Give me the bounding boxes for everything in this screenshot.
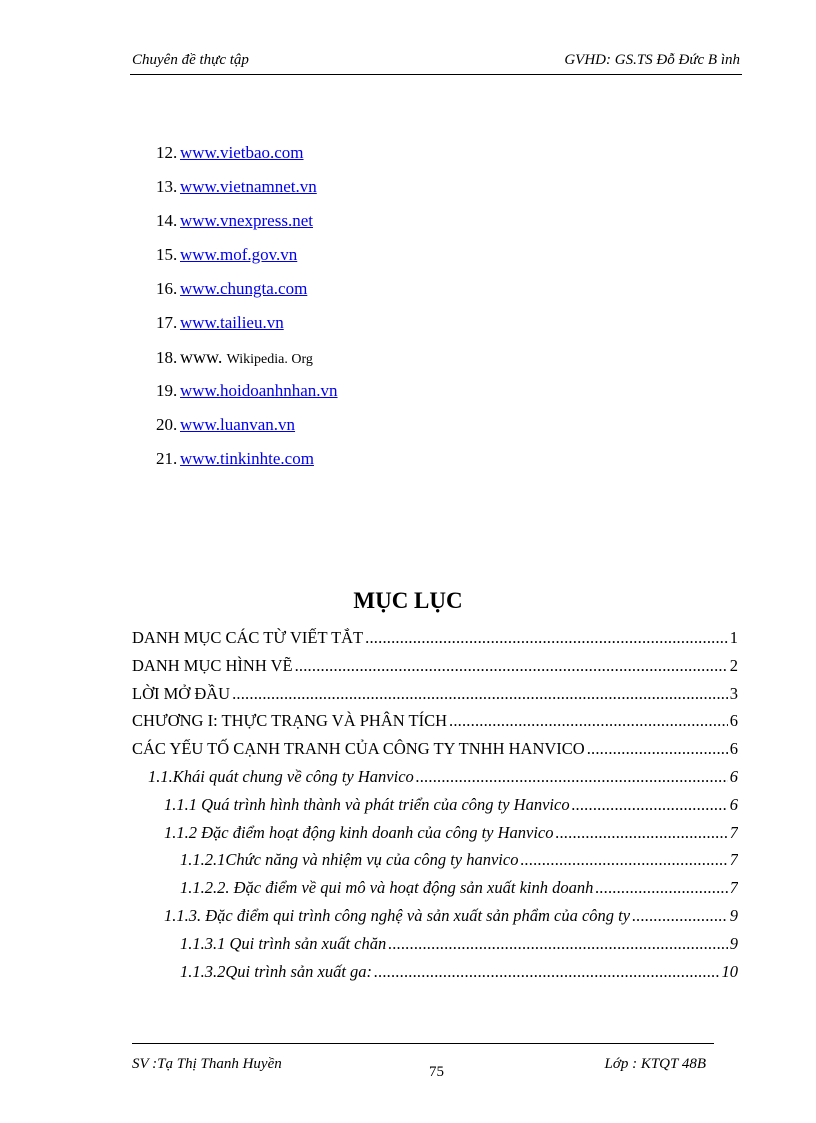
page-header xyxy=(130,48,742,75)
page-footer xyxy=(132,1052,714,1082)
toc-entry[interactable]: 1.1.3. Đặc điểm qui trình công nghệ và sản xuất sản phẩm của công ty ..... 9 xyxy=(132,902,738,930)
reference-link[interactable]: www.vietbao.com xyxy=(180,143,304,162)
reference-item: 18. www. Wikipedia. Org xyxy=(156,347,313,367)
reference-link[interactable]: www.luanvan.vn xyxy=(180,415,296,434)
reference-link[interactable]: www.mof.gov.vn xyxy=(180,245,298,264)
reference-text-suffix: Wikipedia. Org xyxy=(226,352,313,367)
reference-item: 20. www.luanvan.vn xyxy=(156,415,296,434)
reference-text: www. xyxy=(180,347,223,367)
toc-title: MỤC LỤC xyxy=(353,588,463,613)
footer-divider xyxy=(132,1043,714,1044)
header-supervisor: GVHD: GS.TS Đỗ Đức B ình xyxy=(564,52,740,68)
reference-item: 17. www.tailieu.vn xyxy=(156,313,284,332)
reference-link[interactable]: www.tinkinhte.com xyxy=(180,449,314,468)
reference-item: 19. www.hoidoanhnhan.vn xyxy=(156,381,338,400)
reference-item: 12. www.vietbao.com xyxy=(156,143,304,162)
reference-link[interactable]: www.hoidoanhnhan.vn xyxy=(180,381,338,400)
reference-list xyxy=(156,140,338,480)
page-number: 75 xyxy=(429,1064,444,1080)
toc-entry[interactable]: LỜI MỞ ĐẦU ..... 3 xyxy=(132,680,738,708)
toc-entry[interactable]: 1.1.Khái quát chung về công ty Hanvico ..... 6 xyxy=(132,763,738,791)
toc-entry[interactable]: 1.1.1 Quá trình hình thành và phát triển của công ty Hanvico ..... 6 xyxy=(132,791,738,819)
reference-item: 13. www.vietnamnet.vn xyxy=(156,177,317,196)
reference-item: 21. www.tinkinhte.com xyxy=(156,449,314,468)
reference-link[interactable]: www.vietnamnet.vn xyxy=(180,177,317,196)
toc-entry[interactable]: 1.1.2.1Chức năng và nhiệm vụ của công ty hanvico ..... 7 xyxy=(132,846,738,874)
reference-link[interactable]: www.chungta.com xyxy=(180,279,308,298)
reference-item: 14. www.vnexpress.net xyxy=(156,211,313,230)
reference-item: 15. www.mof.gov.vn xyxy=(156,245,298,264)
toc-entry[interactable]: 1.1.2 Đặc điểm hoạt động kinh doanh của công ty Hanvico ..... 7 xyxy=(132,819,738,847)
header-course-title: Chuyên đề thực tập xyxy=(132,52,249,68)
table-of-contents xyxy=(132,624,738,985)
toc-entry[interactable]: 1.1.3.2Qui trình sản xuất ga: ..... 10 xyxy=(132,958,738,986)
toc-entry[interactable]: DANH MỤC CÁC TỪ VIẾT TẮT ..... 1 xyxy=(132,624,738,652)
toc-entry[interactable]: CHƯƠNG I: THỰC TRẠNG VÀ PHÂN TÍCH ..... 6 xyxy=(132,707,738,735)
reference-link[interactable]: www.tailieu.vn xyxy=(180,313,284,332)
toc-entry[interactable]: DANH MỤC HÌNH VẼ ..... 2 xyxy=(132,652,738,680)
toc-entry[interactable]: 1.1.2.2. Đặc điểm về qui mô và hoạt động sản xuất kinh doanh ..... 7 xyxy=(132,874,738,902)
reference-item: 16. www.chungta.com xyxy=(156,279,308,298)
footer-student: SV :Tạ Thị Thanh Huyền xyxy=(132,1056,282,1072)
toc-entry[interactable]: CÁC YẾU TỐ CẠNH TRANH CỦA CÔNG TY TNHH HANVICO ..... 6 xyxy=(132,735,738,763)
toc-entry[interactable]: 1.1.3.1 Qui trình sản xuất chăn ..... 9 xyxy=(132,930,738,958)
footer-class: Lớp : KTQT 48B xyxy=(604,1056,706,1072)
reference-link[interactable]: www.vnexpress.net xyxy=(180,211,313,230)
